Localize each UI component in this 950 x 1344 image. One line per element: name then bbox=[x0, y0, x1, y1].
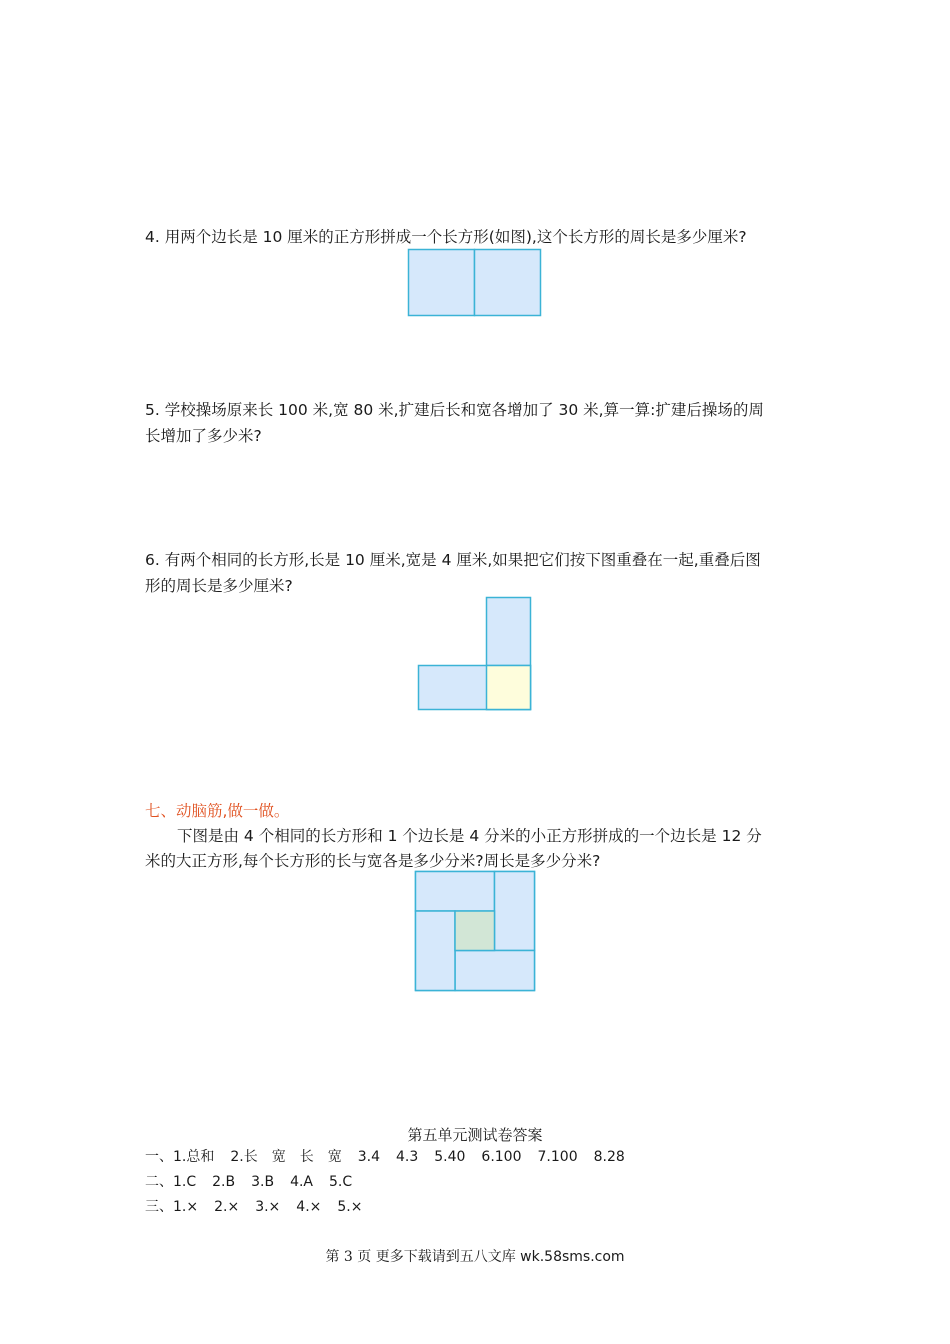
page-footer bbox=[0, 1246, 950, 1266]
answers-row-3 bbox=[145, 1196, 362, 1218]
row-prefix: 二、 bbox=[145, 1174, 173, 1190]
question-6-line1: 6. 有两个相同的长方形,长是 10 厘米,宽是 4 厘米,如果把它们按下图重叠在一起,重叠后图 bbox=[145, 551, 761, 569]
answer-item: 2.B bbox=[212, 1174, 236, 1190]
rect-bottom bbox=[455, 951, 535, 991]
answer-item: 6.100 bbox=[481, 1149, 522, 1165]
row-prefix: 一、 bbox=[145, 1149, 173, 1165]
section-7-heading: 七、动脑筋,做一做。 bbox=[145, 802, 290, 820]
overlap-square bbox=[487, 666, 531, 710]
section-7-line1: 下图是由 4 个相同的长方形和 1 个边长是 4 分米的小正方形拼成的一个边长是 12 分 bbox=[177, 827, 762, 845]
answers-title: 第五单元测试卷答案 bbox=[407, 1126, 543, 1144]
rect-left bbox=[416, 911, 456, 991]
answers-row-2 bbox=[145, 1171, 352, 1193]
square-left bbox=[409, 250, 475, 316]
figure-two-squares bbox=[407, 248, 543, 317]
figure-big-square bbox=[413, 870, 537, 993]
answer-item: 5.C bbox=[329, 1174, 353, 1190]
figure-overlap-rectangles bbox=[416, 596, 534, 713]
answer-item: 2.× bbox=[214, 1199, 240, 1215]
center-square bbox=[455, 911, 495, 951]
answer-item: 2.长 宽 长 宽 bbox=[230, 1149, 342, 1165]
answer-item: 3.× bbox=[255, 1199, 281, 1215]
answer-item: 4.3 bbox=[395, 1149, 419, 1165]
footer-link[interactable]: wk.58sms.com bbox=[520, 1249, 625, 1265]
row-prefix: 三、 bbox=[145, 1199, 173, 1215]
question-5-line1: 5. 学校操场原来长 100 米,宽 80 米,扩建后长和宽各增加了 30 米,算一算:扩建后操场的周 bbox=[145, 401, 764, 419]
answer-item: 4.× bbox=[296, 1199, 322, 1215]
answer-item: 4.A bbox=[290, 1174, 314, 1190]
answer-item: 7.100 bbox=[537, 1149, 578, 1165]
answer-item: 1.× bbox=[173, 1199, 199, 1215]
answer-item: 5.40 bbox=[434, 1149, 466, 1165]
answer-item: 3.4 bbox=[357, 1149, 380, 1165]
footer-text: 第 3 页 更多下载请到五八文库 bbox=[325, 1249, 521, 1265]
question-5-line2: 长增加了多少米? bbox=[145, 427, 262, 445]
question-4: 4. 用两个边长是 10 厘米的正方形拼成一个长方形(如图),这个长方形的周长是多少厘米? bbox=[145, 228, 747, 246]
square-right bbox=[475, 250, 541, 316]
answer-item: 8.28 bbox=[593, 1149, 625, 1165]
rect-right bbox=[495, 872, 535, 951]
section-7-line2: 米的大正方形,每个长方形的长与宽各是多少分米?周长是多少分米? bbox=[145, 852, 601, 870]
answer-item: 5.× bbox=[337, 1199, 363, 1215]
rect-top bbox=[416, 872, 495, 912]
answer-item: 1.C bbox=[173, 1174, 197, 1190]
answer-item: 1.总和 bbox=[173, 1149, 215, 1165]
answers-row-1 bbox=[145, 1146, 625, 1168]
answer-item: 3.B bbox=[251, 1174, 275, 1190]
question-6-line2: 形的周长是多少厘米? bbox=[145, 577, 293, 595]
